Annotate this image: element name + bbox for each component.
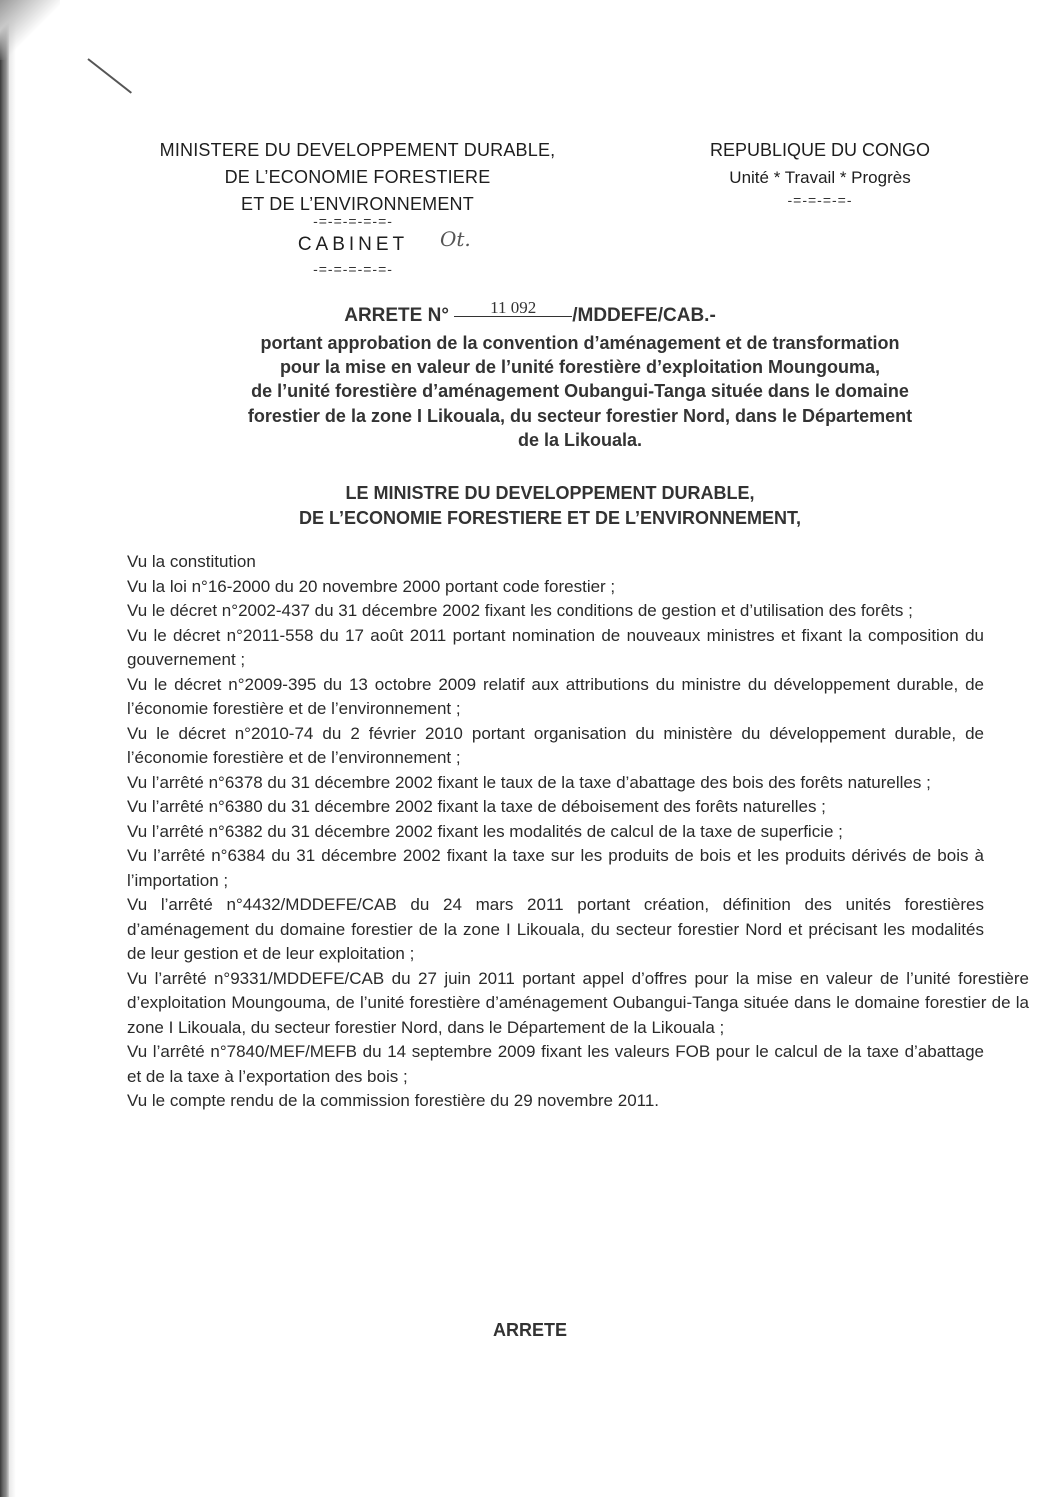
subject-line: de l’unité forestière d’aménagement Oubangui-Tanga située dans le domaine [251,381,909,402]
vu-item: Vu l’arrêté n°4432/MDDEFE/CAB du 24 mars 2011 portant création, définition des unités forestières d’aménagement du domaine forestier de la zone I Likouala, du secteur forestier Nord et précisant les modalités de leur gestion et de leur exploitation ; [127,895,984,963]
vu-item: Vu le décret n°2011-558 du 17 août 2011 portant nomination de nouveaux ministres et fixant la composition du gouvernement ; [127,625,984,669]
vu-item: Vu le décret n°2009-395 du 13 octobre 2009 relatif aux attributions du ministre du développement durable, de l’économie forestière et de l’environnement ; [127,674,984,718]
cabinet-separator-bottom: -=-=-=-=-=- [313,261,393,277]
vu-item: Vu l’arrêté n°6384 du 31 décembre 2002 fixant la taxe sur les produits de bois et les produits dérivés de bois à l’importation ; [127,846,984,890]
cabinet-label: CABINET [297,234,409,255]
page-corner-fold [0,0,60,60]
subject-line: pour la mise en valeur de l’unité forestière d’exploitation Moungouma, [279,357,881,378]
country-name: REPUBLIQUE DU CONGO [709,140,931,160]
republic-separator: -=-=-=-=- [787,192,853,208]
vu-item: Vu l’arrêté n°6382 du 31 décembre 2002 fixant les modalités de calcul de la taxe de superficie ; [127,821,843,841]
vu-item: Vu l’arrêté n°6378 du 31 décembre 2002 fixant le taux de la taxe d’abattage des bois des forêts naturelles ; [127,772,931,792]
decree-prefix: ARRETE N° [344,305,449,326]
subject-line: portant approbation de la convention d’aménagement et de transformation [260,333,900,353]
scan-left-edge [0,0,10,1497]
vu-item: Vu la loi n°16-2000 du 20 novembre 2000 portant code forestier ; [127,576,616,596]
handwritten-annotation: Ot. [440,227,471,251]
decree-subject [165,331,995,452]
ministry-line-1: MINISTERE DU DEVELOPPEMENT DURABLE, [159,140,556,160]
ministry-header [110,137,605,218]
minister-line-1: LE MINISTRE DU DEVELOPPEMENT DURABLE, [345,483,755,503]
stray-pen-mark [87,58,132,93]
subject-line: forestier de la zone I Likouala, du secteur forestier Nord, dans le Département [247,405,913,426]
decree-number: 11 092 [454,300,572,317]
minister-heading [200,481,900,530]
decree-title [0,298,1060,327]
vu-item: Vu le décret n°2002-437 du 31 décembre 2002 fixant les conditions de gestion et d’utilisation des forêts ; [127,601,913,620]
ministry-line-3: ET DE L’ENVIRONNEMENT [241,194,474,214]
cabinet-separator-top: -=-=-=-=-=- [313,213,393,229]
legal-references [127,550,1029,1114]
scan-edge-shadow [10,0,16,1497]
national-motto: Unité * Travail * Progrès [729,168,911,187]
subject-line: de la Likouala. [517,429,643,450]
vu-item: Vu le compte rendu de la commission forestière du 29 novembre 2011. [127,1091,660,1110]
ministry-line-2: DE L’ECONOMIE FORESTIERE [224,167,491,187]
republic-header [660,137,980,209]
vu-item: Vu l’arrêté n°6380 du 31 décembre 2002 fixant la taxe de déboisement des forêts naturelles ; [127,797,826,816]
minister-line-2: DE L’ECONOMIE FORESTIERE ET DE L’ENVIRONNEMENT, [298,507,802,528]
vu-item: Vu l’arrêté n°7840/MEF/MEFB du 14 septembre 2009 fixant les valeurs FOB pour le calcul de la taxe d’abattage et de la taxe à l’exportation des bois ; [127,1042,984,1086]
cabinet-block [268,212,438,278]
vu-item: Vu l’arrêté n°9331/MDDEFE/CAB du 27 juin 2011 portant appel d’offres pour la mise en valeur de l’unité forestière d’exploitation Moungouma, de l’unité forestière d’aménagement Oubangui-Tanga située dans le domaine forestier de la zone I Likouala, du secteur forestier Nord, dans le Département de la Likouala ; [127,968,1029,1037]
vu-item: Vu la constitution [127,552,256,571]
arrete-heading: ARRETE [492,1320,567,1340]
vu-item: Vu le décret n°2010-74 du 2 février 2010 portant organisation du ministère du développement durable, de l’économie forestière et de l’environnement ; [127,723,984,767]
decree-suffix: /MDDEFE/CAB.- [572,305,716,326]
